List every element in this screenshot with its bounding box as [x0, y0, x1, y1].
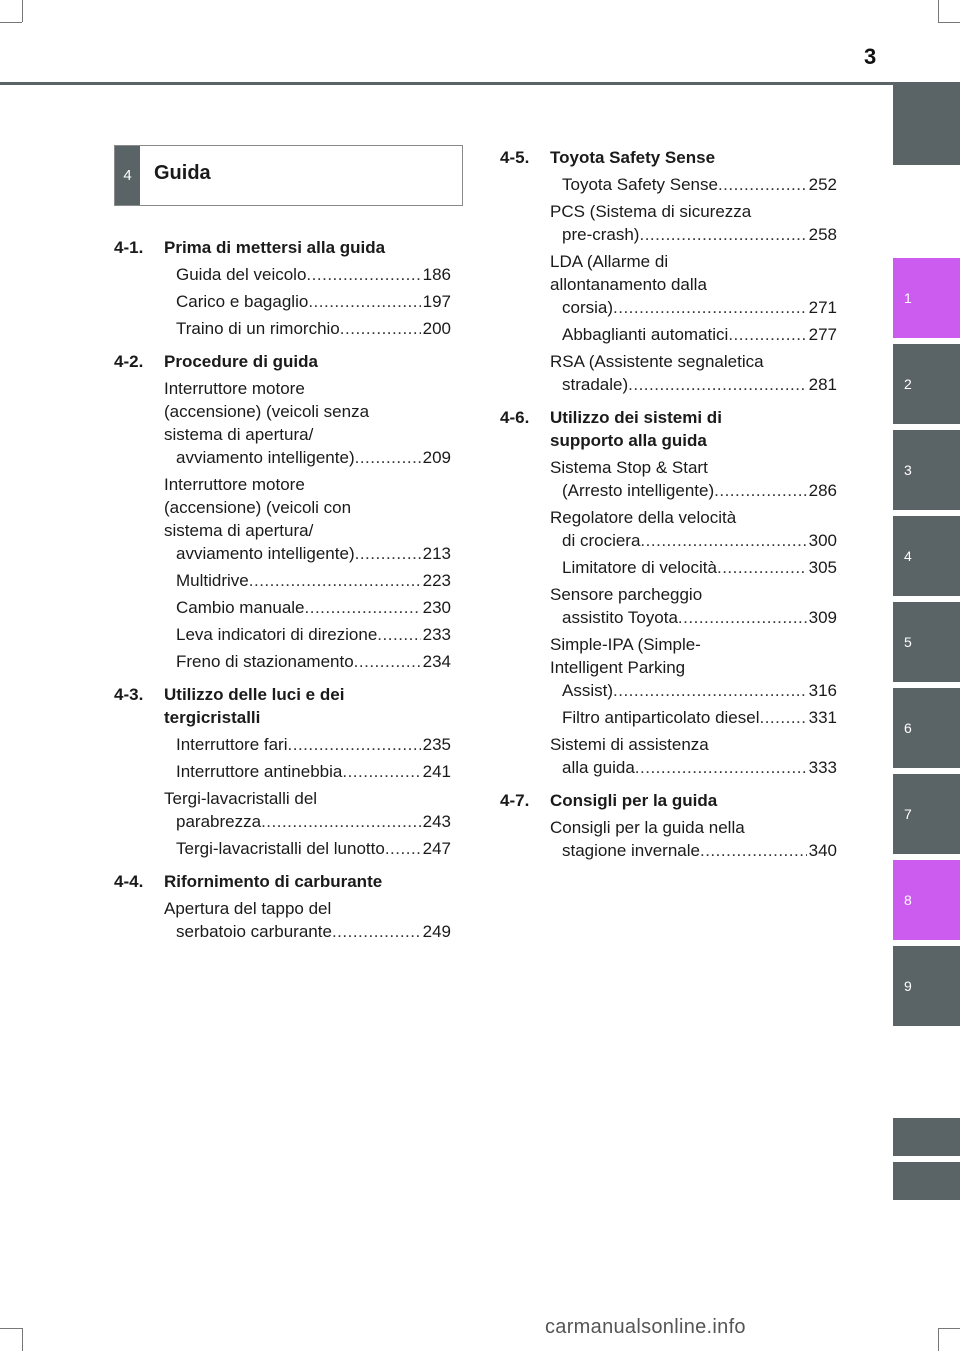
dot-leader [308, 290, 420, 313]
toc-entry[interactable] [164, 569, 451, 592]
toc-entry[interactable] [164, 760, 451, 783]
entry-text: avviamento intelligente) [176, 544, 355, 563]
chapter-tab[interactable] [893, 1118, 960, 1156]
section-title-line: Procedure di guida [164, 352, 318, 371]
entry-text: Simple-IPA (Simple- [550, 635, 701, 654]
dot-leader [249, 569, 421, 592]
entry-text: Traino di un rimorchio [176, 319, 340, 338]
chapter-tab[interactable] [893, 688, 960, 768]
chapter-tab[interactable] [893, 430, 960, 510]
entry-text: Interruttore motore [164, 475, 305, 494]
page-ref: 271 [808, 298, 837, 317]
toc-entry[interactable] [164, 897, 451, 943]
entry-text: PCS (Sistema di sicurezza [550, 202, 752, 221]
toc-column-right [500, 140, 837, 862]
entry-text: Sistemi di assistenza [550, 735, 709, 754]
toc-entry[interactable] [550, 583, 837, 629]
chapter-tab-label: 1 [904, 290, 912, 306]
toc-section-heading [500, 789, 837, 812]
section-title-line: Toyota Safety Sense [550, 148, 716, 167]
entry-text: (accensione) (veicoli con [164, 498, 352, 517]
toc-entry[interactable] [164, 317, 451, 340]
section-number: 4-5. [500, 148, 530, 167]
page-ref: 247 [422, 839, 451, 858]
entry-text: allontanamento dalla [550, 275, 707, 294]
dot-leader [261, 810, 421, 833]
toc-entry[interactable] [164, 377, 451, 469]
entry-text: (accensione) (veicoli senza [164, 402, 370, 421]
section-number: 4-1. [114, 238, 144, 257]
dot-leader [628, 373, 806, 396]
entry-text: corsia) [562, 298, 614, 317]
toc-entry[interactable] [164, 837, 451, 860]
entry-text: (Arresto intelligente) [562, 481, 715, 500]
page-ref: 186 [422, 265, 451, 284]
dot-leader [717, 556, 807, 579]
toc-entry[interactable] [550, 456, 837, 502]
entry-text: Consigli per la guida nella [550, 818, 745, 837]
entry-text: Abbaglianti automatici [562, 325, 729, 344]
dot-leader [678, 606, 807, 629]
toc-entry[interactable] [164, 650, 451, 673]
dot-leader [355, 446, 421, 469]
dot-leader [385, 837, 421, 860]
entry-text: Multidrive [176, 571, 249, 590]
page-ref: 233 [422, 625, 451, 644]
header-rule [0, 82, 960, 85]
chapter-tab-label: 3 [904, 462, 912, 478]
section-title-line: Consigli per la guida [550, 791, 718, 810]
toc-entry[interactable] [550, 816, 837, 862]
chapter-tab[interactable] [893, 860, 960, 940]
page-ref: 277 [808, 325, 837, 344]
toc-entry[interactable] [550, 506, 837, 552]
page-ref: 249 [422, 922, 451, 941]
crop-mark [938, 1328, 939, 1351]
dot-leader [305, 596, 421, 619]
chapter-tab-label: 8 [904, 892, 912, 908]
entry-text: Apertura del tappo del [164, 899, 332, 918]
section-number: 4-6. [500, 408, 530, 427]
section-title [550, 146, 837, 169]
section-title-line: Utilizzo delle luci e dei [164, 685, 345, 704]
dot-leader [635, 756, 807, 779]
entry-text: Carico e bagaglio [176, 292, 309, 311]
chapter-tab-label: 5 [904, 634, 912, 650]
dot-leader [639, 223, 806, 246]
entry-text: RSA (Assistente segnaletica [550, 352, 764, 371]
toc-section-heading [114, 870, 451, 893]
entry-text: Assist) [562, 681, 613, 700]
toc-entry[interactable] [164, 473, 451, 565]
entry-text: stradale) [562, 375, 629, 394]
crop-mark [938, 1328, 960, 1329]
page-ref: 333 [808, 758, 837, 777]
page-ref: 209 [422, 448, 451, 467]
page-ref: 230 [422, 598, 451, 617]
dot-leader [700, 839, 807, 862]
entry-text: assistito Toyota [562, 608, 678, 627]
toc-entry[interactable] [550, 706, 837, 729]
entry-text: Sistema Stop & Start [550, 458, 708, 477]
entry-text: Cambio manuale [176, 598, 305, 617]
dot-leader [340, 317, 421, 340]
page-ref: 197 [422, 292, 451, 311]
page-ref: 340 [808, 841, 837, 860]
page-ref: 234 [422, 652, 451, 671]
page-ref: 200 [422, 319, 451, 338]
section-title [550, 789, 837, 812]
section-title-line: tergicristalli [164, 708, 261, 727]
page-ref: 252 [808, 175, 837, 194]
toc-section-heading [114, 236, 451, 259]
toc-section-heading [114, 683, 451, 729]
section-title-line: Rifornimento di carburante [164, 872, 383, 891]
section-title [164, 236, 451, 259]
section-title [550, 406, 837, 452]
toc-entry[interactable] [164, 290, 451, 313]
chapter-tab[interactable] [893, 602, 960, 682]
entry-text: LDA (Allarme di [550, 252, 669, 271]
entry-text: Interruttore antinebbia [176, 762, 343, 781]
page-ref: 300 [808, 531, 837, 550]
entry-text: Regolatore della velocità [550, 508, 737, 527]
entry-text: alla guida [562, 758, 635, 777]
section-number: 4-4. [114, 872, 144, 891]
entry-text: Guida del veicolo [176, 265, 307, 284]
toc-entry[interactable] [550, 733, 837, 779]
section-title-line: supporto alla guida [550, 431, 707, 450]
entry-text: Tergi-lavacristalli del [164, 789, 318, 808]
section-number: 4-3. [114, 685, 144, 704]
chapter-tab-label: 6 [904, 720, 912, 736]
entry-text: Limitatore di velocità [562, 558, 717, 577]
toc-entry[interactable] [550, 633, 837, 702]
toc-entry[interactable] [550, 173, 837, 196]
entry-text: Tergi-lavacristalli del lunotto [176, 839, 385, 858]
section-title-line: Prima di mettersi alla guida [164, 238, 386, 257]
dot-leader [342, 760, 420, 783]
toc-entry[interactable] [164, 596, 451, 619]
dot-leader [759, 706, 806, 729]
crop-mark [0, 1328, 22, 1329]
dot-leader [355, 542, 421, 565]
entry-text: Interruttore motore [164, 379, 305, 398]
entry-text: stagione invernale [562, 841, 700, 860]
section-number: 4-7. [500, 791, 530, 810]
entry-text: parabrezza [176, 812, 262, 831]
page-number: 3 [864, 44, 877, 69]
entry-text: di crociera [562, 531, 641, 550]
dot-leader [306, 263, 420, 286]
entry-text: Interruttore fari [176, 735, 288, 754]
page-ref: 331 [808, 708, 837, 727]
toc-section-heading [114, 350, 451, 373]
section-title [164, 870, 451, 893]
toc-entry[interactable] [164, 623, 451, 646]
dot-leader [613, 679, 807, 702]
page-ref: 281 [808, 375, 837, 394]
page-ref: 243 [422, 812, 451, 831]
page-ref: 286 [808, 481, 837, 500]
toc-entry[interactable] [550, 250, 837, 319]
toc-entry[interactable] [164, 733, 451, 756]
page-ref: 309 [808, 608, 837, 627]
chapter-tab[interactable] [893, 946, 960, 1026]
dot-leader [377, 623, 420, 646]
crop-mark [22, 0, 23, 22]
page-ref: 223 [422, 571, 451, 590]
page-ref: 316 [808, 681, 837, 700]
section-number: 4-2. [114, 352, 144, 371]
dot-leader [640, 529, 806, 552]
section-title-line: Utilizzo dei sistemi di [550, 408, 722, 427]
page-ref: 258 [808, 225, 837, 244]
section-title [164, 683, 451, 729]
page-ref: 305 [808, 558, 837, 577]
toc-entry[interactable] [550, 350, 837, 396]
entry-text: sistema di apertura/ [164, 521, 314, 540]
entry-text: Intelligent Parking [550, 658, 686, 677]
chapter-number: 4 [115, 146, 140, 205]
entry-text: Leva indicatori di direzione [176, 625, 378, 644]
dot-leader [332, 920, 421, 943]
entry-text: Filtro antiparticolato diesel [562, 708, 760, 727]
page-ref: 213 [422, 544, 451, 563]
dot-leader [728, 323, 806, 346]
dot-leader [613, 296, 807, 319]
entry-text: Toyota Safety Sense [562, 175, 718, 194]
dot-leader [354, 650, 421, 673]
toc-entry[interactable] [550, 323, 837, 346]
chapter-title: Guida [154, 162, 211, 184]
dot-leader [714, 479, 807, 502]
entry-text: Freno di stazionamento [176, 652, 354, 671]
entry-text: sistema di apertura/ [164, 425, 314, 444]
entry-text: Sensore parcheggio [550, 585, 703, 604]
chapter-tab-label: 7 [904, 806, 912, 822]
chapter-tab[interactable] [893, 1162, 960, 1200]
chapter-tab-label: 4 [904, 548, 912, 564]
chapter-tab[interactable] [893, 774, 960, 854]
chapter-tab[interactable] [893, 85, 960, 165]
chapter-tab-label: 9 [904, 978, 912, 994]
page-ref: 241 [422, 762, 451, 781]
crop-mark [0, 22, 22, 23]
crop-mark [938, 0, 939, 22]
toc-section-heading [500, 146, 837, 169]
crop-mark [22, 1328, 23, 1351]
chapter-tab[interactable] [893, 344, 960, 424]
chapter-tab[interactable] [893, 516, 960, 596]
toc-entry[interactable] [550, 556, 837, 579]
crop-mark [938, 22, 960, 23]
section-title [164, 350, 451, 373]
entry-text: pre-crash) [562, 225, 640, 244]
page-ref: 235 [422, 735, 451, 754]
entry-text: avviamento intelligente) [176, 448, 355, 467]
toc-column-left [114, 230, 451, 943]
toc-entry[interactable] [164, 263, 451, 286]
chapter-tab-label: 2 [904, 376, 912, 392]
toc-entry[interactable] [164, 787, 451, 833]
dot-leader [288, 733, 421, 756]
dot-leader [718, 173, 807, 196]
chapter-tab[interactable] [893, 258, 960, 338]
toc-entry[interactable] [550, 200, 837, 246]
watermark: carmanualsonline.info [545, 1316, 746, 1338]
chapter-header [114, 145, 463, 206]
entry-text: serbatoio carburante [176, 922, 332, 941]
toc-section-heading [500, 406, 837, 452]
